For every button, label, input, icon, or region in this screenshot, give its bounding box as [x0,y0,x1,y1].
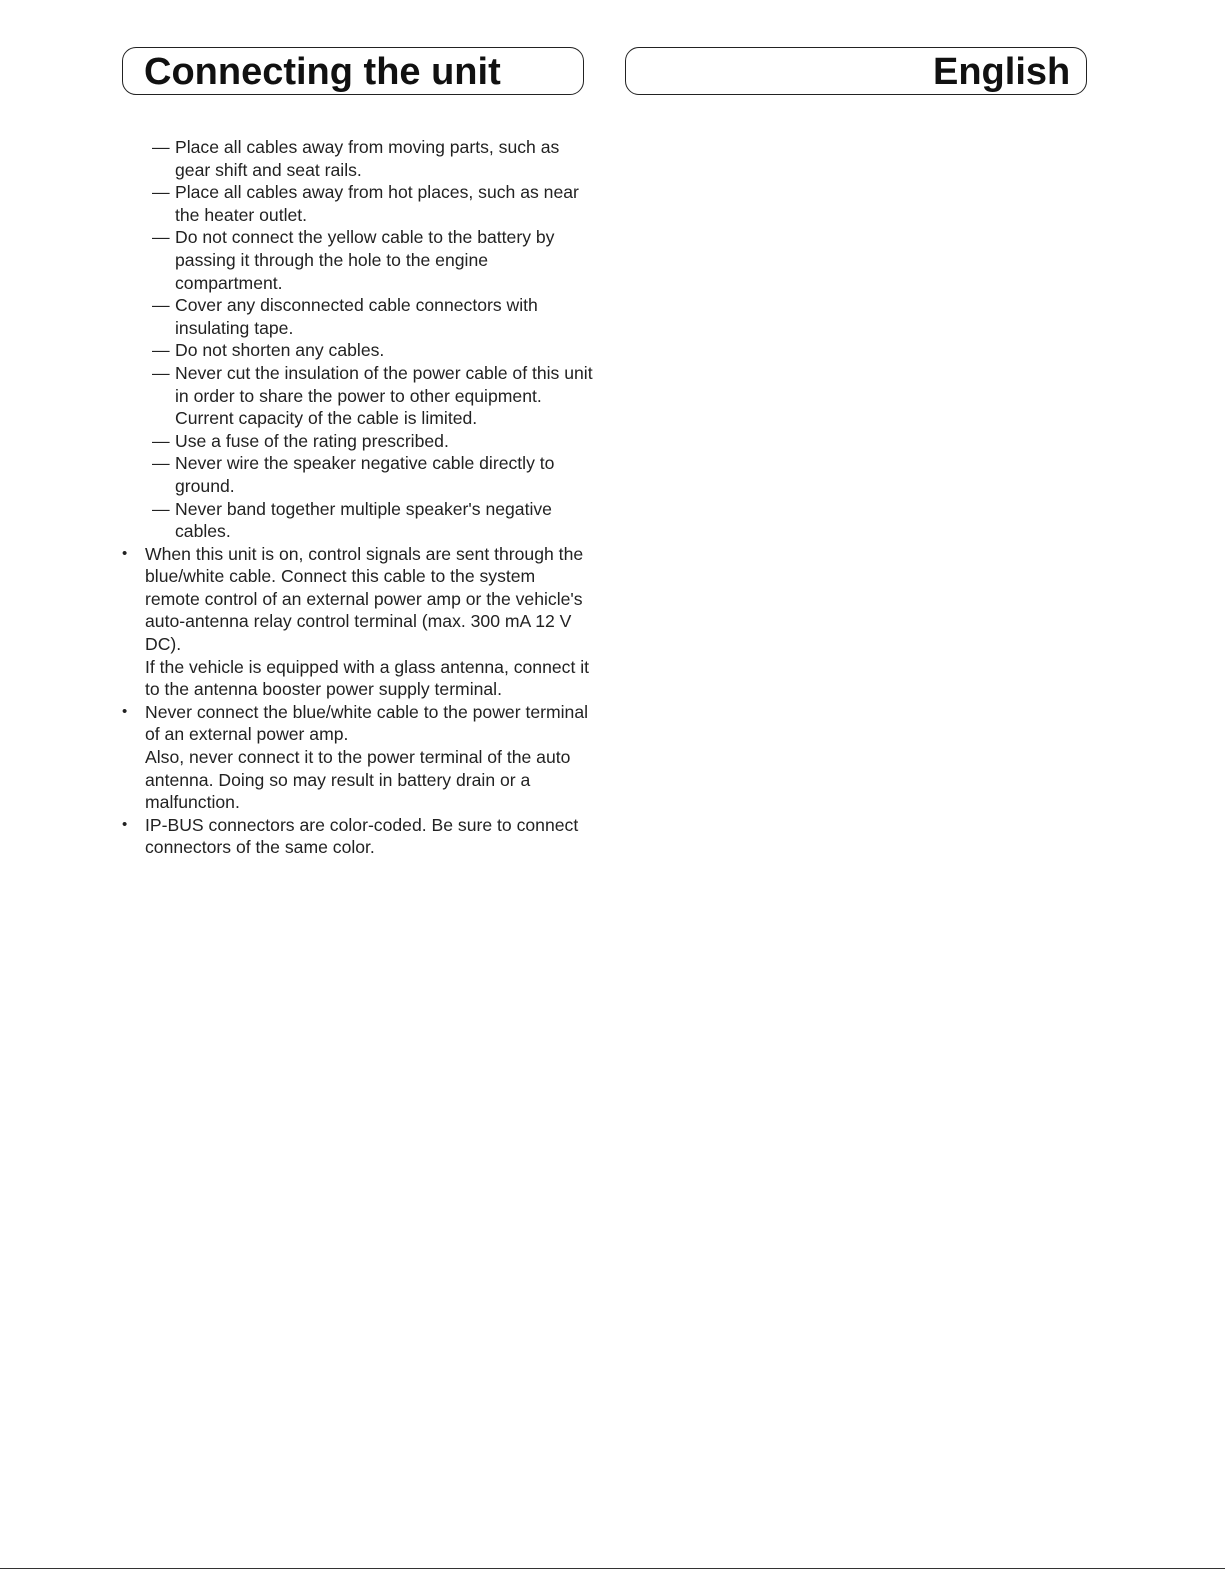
dash-marker: — [152,362,170,383]
dash-item [118,452,593,497]
bullet-paragraph: Never connect the blue/white cable to the power terminal of an external power amp. [145,701,589,745]
bullet-item [118,814,593,859]
dash-item [118,136,593,181]
dash-item-text: Never cut the insulation of the power cable of this unit in order to share the power to other equipment. Current capacity of the cable is limited. [175,362,593,429]
bullet-item [118,543,593,701]
dash-marker: — [152,227,170,248]
dash-item [118,430,593,453]
bullet-item [118,701,593,814]
dash-marker: — [152,453,170,474]
dash-item-text: Never band together multiple speaker's negative cables. [175,498,552,542]
bottom-divider [0,1568,1225,1569]
dash-item-text: Use a fuse of the rating prescribed. [175,430,449,451]
dash-item [118,362,593,430]
dash-marker: — [152,430,170,451]
dash-marker: — [152,295,170,316]
language-label: English [933,51,1071,93]
dash-item [118,294,593,339]
dash-marker: — [152,137,170,157]
dash-item [118,226,593,294]
bullet-paragraph: When this unit is on, control signals are sent through the blue/white cable. Connect this cable to the system remote control of an external power amp or the vehicle's auto-antenna relay control terminal (max. 300 mA 12 V DC). [145,543,584,655]
dash-item [118,339,593,362]
bullet-list [118,543,593,859]
dash-marker: — [152,340,170,361]
bullet-paragraph: If the vehicle is equipped with a glass antenna, connect it to the antenna booster power supply terminal. [145,656,590,700]
dash-item-text: Do not connect the yellow cable to the battery by passing it through the hole to the engine compartment. [175,227,555,293]
section-title: Connecting the unit [144,51,501,93]
bullet-dot-icon: • [122,702,128,720]
dash-item-text: Never wire the speaker negative cable directly to ground. [175,453,555,496]
bullet-paragraph: Also, never connect it to the power terminal of the auto antenna. Doing so may result in battery drain or a malfunction. [145,747,571,813]
dash-item [118,498,593,543]
instructions-body [118,136,593,859]
dash-marker: — [152,182,170,203]
dash-marker: — [152,498,170,519]
bullet-dot-icon: • [122,544,128,562]
dash-item-text: Cover any disconnected cable connectors with insulating tape. [175,295,538,338]
dash-item-text: Place all cables away from hot places, such as near the heater outlet. [175,182,579,225]
dash-item-text: Place all cables away from moving parts, such as gear shift and seat rails. [175,137,560,180]
bullet-dot-icon: • [122,815,128,833]
dash-item [118,181,593,226]
dash-list [118,136,593,543]
dash-item-text: Do not shorten any cables. [175,340,385,361]
bullet-paragraph: IP-BUS connectors are color-coded. Be sure to connect connectors of the same color. [145,814,579,858]
